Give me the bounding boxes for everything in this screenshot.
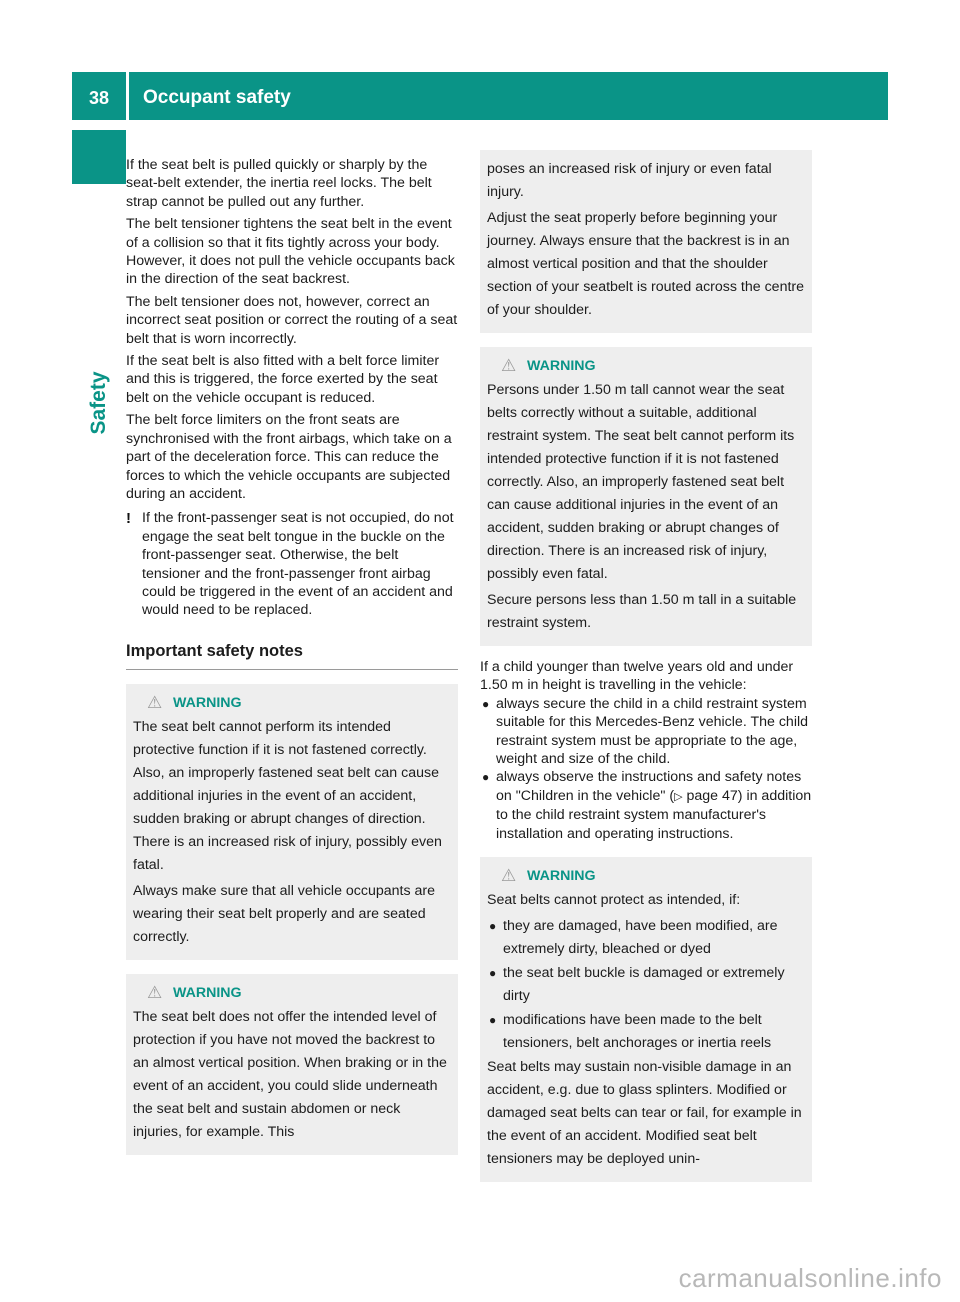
warning-title: ⚠ WARNING — [147, 982, 242, 1002]
body-paragraph: The belt tensioner does not, however, correct an incorrect seat position or correct the routing of a seat belt that is worn incorrectly. — [126, 293, 458, 347]
body-paragraph: If the seat belt is pulled quickly or sharply by the seat-belt extender, the inertia reel locks. The belt strap cannot be pulled out any further. — [126, 157, 432, 210]
warning-paragraph: Seat belts cannot protect as intended, if: — [487, 892, 741, 909]
bullet-icon: ● — [489, 1013, 497, 1028]
bullet-icon: ● — [489, 966, 497, 981]
warning-paragraph: Seat belts may sustain non-visible damage in an accident, e.g. due to glass splinters. Modified or damaged seat belts can tear or fail, for example in the event of an accident. Modified seat belt tensioners may be deployed unin- — [487, 1059, 802, 1168]
bullet-list — [480, 695, 812, 843]
notice-exclamation-icon: ! — [126, 510, 131, 528]
page-number: 38 — [88, 88, 110, 108]
warning-paragraph: The seat belt does not offer the intended level of protection if you have not moved the backrest to an almost vertical position. When braking or in the event of an accident, you could slide underneath the seat belt and sustain abdomen or neck injuries, for example. This — [133, 1008, 447, 1140]
warning-paragraph: poses an increased risk of injury or even fatal injury. — [487, 161, 772, 200]
warning-title: ⚠ WARNING — [501, 356, 596, 375]
warning-box — [480, 857, 812, 1182]
section-heading: Important safety notes — [126, 642, 458, 670]
right-column — [480, 156, 812, 1182]
body-paragraph: If a child younger than twelve years old and under 1.50 m in height is travelling in the vehicle: — [480, 659, 794, 694]
warning-box — [126, 684, 458, 960]
bullet-icon: ● — [489, 919, 497, 934]
side-tab-marker — [72, 130, 126, 184]
warning-triangle-icon: ⚠ — [147, 692, 163, 712]
body-paragraph: If the seat belt is also fitted with a belt force limiter and this is triggered, the force exerted by the seat belt on the vehicle occupant is reduced. — [126, 353, 440, 406]
body-paragraph: The belt tensioner tightens the seat belt in the event of a collision so that it fits tightly across your body. However, it does not pull the vehicle occupants back in the direction of the seat backrest. — [126, 216, 455, 288]
list-item: ● they are damaged, have been modified, are extremely dirty, bleached or dyed — [487, 915, 805, 961]
warning-paragraph: The seat belt cannot perform its intended protective function if it is not fastened correctly. Also, an improperly fastened seat belt can cause additional injuries in the event of an accident, sudden braking or abrupt changes of direction. There is an increased risk of injury, possibly even fatal. — [133, 718, 442, 873]
warning-paragraph: Secure persons less than 1.50 m tall in a suitable restraint system. — [487, 592, 797, 631]
page-reference-link[interactable]: page 47 — [686, 787, 738, 804]
warning-bullet-list — [487, 915, 805, 1055]
page-reference-arrow-icon: ▷ — [674, 790, 683, 803]
warning-triangle-icon: ⚠ — [147, 982, 163, 1002]
notice — [126, 509, 458, 619]
side-tab-label: Safety — [87, 371, 110, 435]
bullet-icon: ● — [482, 770, 490, 785]
header-divider — [126, 72, 129, 120]
bullet-icon: ● — [482, 696, 490, 711]
warning-title: ⚠ WARNING — [501, 866, 596, 886]
warning-box — [126, 974, 458, 1155]
page-header — [72, 72, 888, 120]
list-item: ● always secure the child in a child restraint system suitable for this Mercedes-Benz vehicle. The child restraint system must be appropriate to the age, weight and size of the child. — [482, 695, 809, 768]
warning-paragraph: Adjust the seat properly before beginning your journey. Always ensure that the backrest is in an almost vertical position and that the shoulder section of your seatbelt is routed across the centre of your shoulder. — [487, 210, 805, 318]
section-title: Occupant safety — [143, 87, 291, 108]
warning-paragraph: Persons under 1.50 m tall cannot wear the seat belts correctly without a suitable, additional restraint system. The seat belt cannot perform its intended protective function if it is not fastened correctly. Also, an improperly fastened seat belt can cause additional injuries in the event of an accident, sudden braking or abrupt changes of direction. There is an increased risk of injury, possibly even fatal. — [487, 382, 795, 582]
body-paragraph: The belt force limiters on the front seats are synchronised with the front airbags, which take on a part of the deceleration force. This can reduce the forces to which the vehicle occupants are subjected during an accident. — [126, 412, 452, 502]
list-item: ● the seat belt buckle is damaged or extremely dirty — [487, 962, 805, 1008]
list-item: ● always observe the instructions and safety notes on "Children in the vehicle" (▷ page 47) in addition to the child restraint system manufacturer's installation and operating instructions. — [482, 769, 812, 842]
warning-triangle-icon: ⚠ — [501, 866, 517, 886]
left-column — [126, 156, 458, 1155]
notice-text: If the front-passenger seat is not occupied, do not engage the seat belt tongue in the buckle on the front-passenger seat. Otherwise, the belt tensioner and the front-passenger front airbag could be triggered in the event of an accident and would need to be replaced. — [142, 510, 454, 619]
warning-title: ⚠ WARNING — [147, 692, 242, 712]
watermark: carmanualsonline.info — [678, 1263, 942, 1293]
warning-box-continued — [480, 150, 812, 333]
warning-triangle-icon: ⚠ — [501, 356, 517, 375]
list-item: ● modifications have been made to the belt tensioners, belt anchorages or inertia reels — [487, 1009, 805, 1055]
warning-paragraph: Always make sure that all vehicle occupants are wearing their seat belt properly and are seated correctly. — [133, 882, 436, 945]
warning-box — [480, 347, 812, 646]
